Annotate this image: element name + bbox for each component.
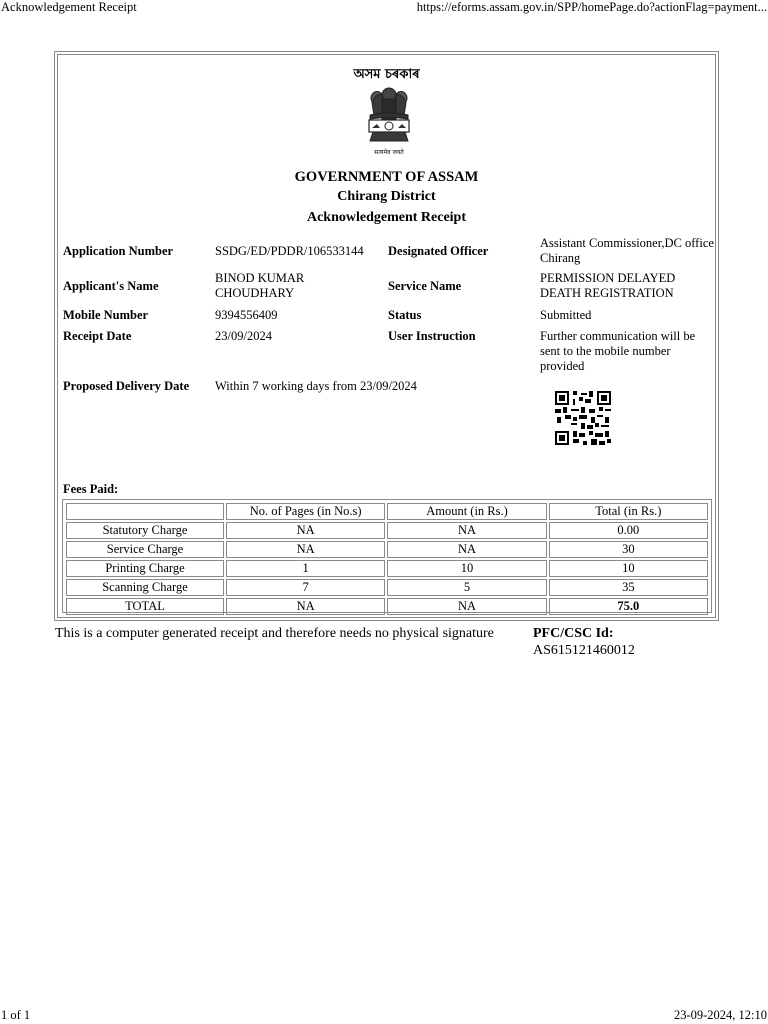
status-label: Status [388,308,422,322]
svg-text:सत्यमेव जयते: सत्यमेव जयते [374,149,404,156]
print-header [0,0,768,16]
table-row [66,560,708,577]
receipt-heading: Acknowledgement Receipt [306,210,467,225]
proposed-delivery-value: Within 7 working days from 23/09/2024 [215,379,417,393]
table-cell: 10 [549,560,708,577]
proposed-delivery-label: Proposed Delivery Date [63,379,190,393]
mobile-number-label: Mobile Number [63,308,149,322]
table-row [66,522,708,539]
print-footer [0,1008,768,1024]
assamese-title: অসম চৰকাৰ [353,67,420,82]
table-header-cell: Total (in Rs.) [549,503,708,520]
table-total-row [66,598,708,615]
table-row [66,579,708,596]
fees-paid-label: Fees Paid: [63,482,119,496]
designated-officer-label: Designated Officer [388,244,489,258]
table-cell: 7 [226,579,385,596]
district-heading: Chirang District [337,189,436,204]
table-cell: TOTAL [66,598,224,615]
pfc-csc-label: PFC/CSC Id: [533,626,614,641]
service-name-label: Service Name [388,279,462,293]
service-name-value: PERMISSION DELAYED DEATH REGISTRATION [540,271,676,300]
print-page-count: 1 of 1 [1,1008,31,1022]
table-cell: 30 [549,541,708,558]
receipt-date-label: Receipt Date [63,329,132,343]
table-cell: NA [387,541,546,558]
table-cell: NA [226,522,385,539]
table-cell: 1 [226,560,385,577]
table-header-cell: No. of Pages (in No.s) [226,503,385,520]
application-number-label: Application Number [63,244,174,258]
applicant-name-label: Applicant's Name [63,279,159,293]
government-heading: GOVERNMENT OF ASSAM [294,169,479,185]
table-header-cell [66,503,224,520]
table-cell: NA [387,522,546,539]
table-cell: NA [226,598,385,615]
print-page-url: https://eforms.assam.gov.in/SPP/homePage.do?actionFlag=payment... [416,0,767,14]
print-page-title: Acknowledgement Receipt [1,0,137,14]
grand-total-cell: 75.0 [549,598,708,615]
computer-generated-note: This is a computer generated receipt and therefore needs no physical signature [55,626,494,641]
user-instruction-value: Further communication will be sent to the mobile number provided [540,329,696,373]
table-cell: Scanning Charge [66,579,224,596]
table-cell: 5 [387,579,546,596]
print-datetime: 23-09-2024, 12:10 [673,1008,767,1022]
table-header-cell: Amount (in Rs.) [387,503,546,520]
table-cell: 35 [549,579,708,596]
table-cell: Statutory Charge [66,522,224,539]
qr-code-icon [555,391,611,445]
table-header-row [66,503,708,520]
table-cell: 10 [387,560,546,577]
designated-officer-value: Assistant Commissioner,DC office Chirang [540,236,714,265]
mobile-number-value: 9394556409 [215,308,278,322]
receipt-date-value: 23/09/2024 [215,329,272,343]
user-instruction-label: User Instruction [388,329,476,343]
receipt-frame [54,51,719,621]
table-cell: Service Charge [66,541,224,558]
table-cell: 0.00 [549,522,708,539]
status-value: Submitted [540,308,592,322]
table-cell: NA [226,541,385,558]
applicant-name-value: BINOD KUMAR CHOUDHARY [215,271,305,300]
application-number-value: SSDG/ED/PDDR/106533144 [215,244,364,258]
pfc-csc-id [533,625,635,659]
table-cell: Printing Charge [66,560,224,577]
table-row [66,541,708,558]
receipt-body [57,54,716,618]
table-cell: NA [387,598,546,615]
pfc-csc-value: AS615121460012 [533,643,635,658]
national-emblem-icon [358,83,420,157]
fees-table [62,499,712,613]
